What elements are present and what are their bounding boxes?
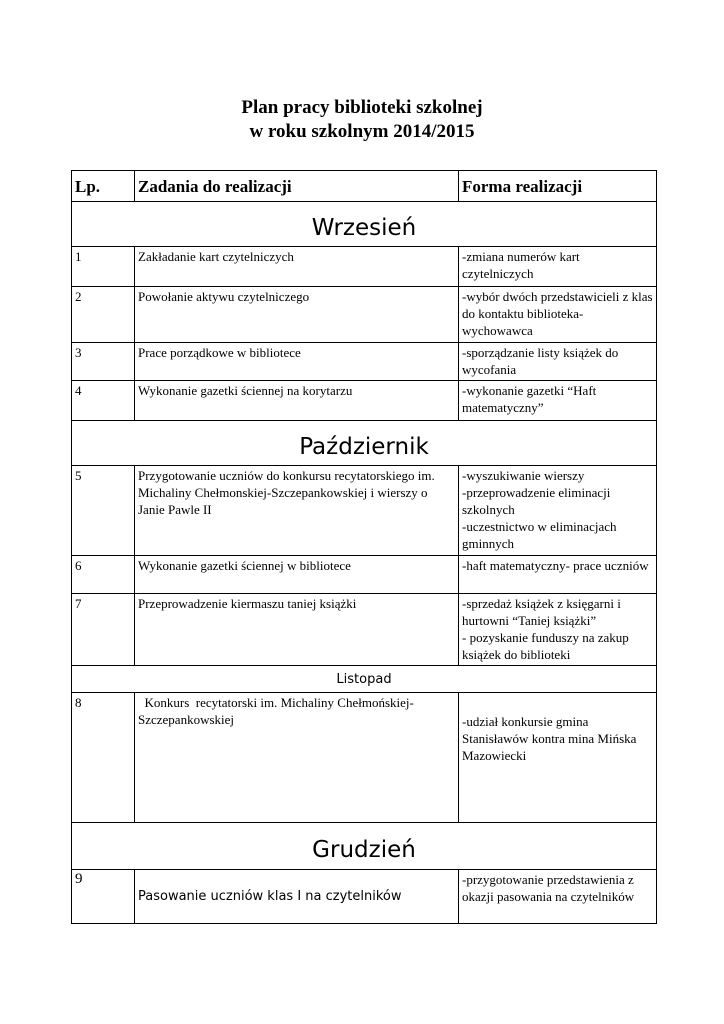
- month-heading-october: Październik: [72, 421, 657, 466]
- table-row: [72, 247, 657, 287]
- row-lp: 5: [72, 466, 135, 556]
- row-lp: 6: [72, 556, 135, 594]
- header-lp: Lp.: [72, 171, 135, 202]
- row-form: -zmiana numerów kart czytelniczych: [459, 247, 657, 287]
- form-line: -sprzedaż książek z księgarni i hurtowni “Taniej książki”: [462, 596, 621, 628]
- month-heading-september: Wrzesień: [72, 202, 657, 247]
- form-line: - pozyskanie funduszy na zakup książek do biblioteki: [462, 630, 629, 662]
- table-row: [72, 870, 657, 924]
- header-form: Forma realizacji: [459, 171, 657, 202]
- form-line: -uczestnictwo w eliminacjach gminnych: [462, 519, 617, 551]
- row-lp: 4: [72, 381, 135, 421]
- document-title-line1: Plan pracy biblioteki szkolnej: [241, 97, 483, 118]
- row-lp: 8: [72, 693, 135, 823]
- row-task: Przygotowanie uczniów do konkursu recytatorskiego im. Michaliny Chełmonskiej-Szczepankowskiej i wierszy o Janie Pawle II: [135, 466, 459, 556]
- row-form: -udział konkursie gmina Stanisławów kontra mina Mińska Mazowiecki: [459, 693, 657, 823]
- row-task: Zakładanie kart czytelniczych: [135, 247, 459, 287]
- row-lp: 1: [72, 247, 135, 287]
- work-plan-table: [71, 170, 657, 924]
- row-form: -przygotowanie przedstawienia z okazji pasowania na czytelników: [459, 870, 657, 924]
- table-row: [72, 343, 657, 381]
- row-lp: 2: [72, 287, 135, 343]
- table-row: [72, 556, 657, 594]
- row-form: [459, 466, 657, 556]
- table-row: [72, 693, 657, 823]
- table-row: [72, 381, 657, 421]
- month-heading-november: Listopad: [72, 666, 657, 693]
- header-tasks: Zadania do realizacji: [135, 171, 459, 202]
- row-task: Konkurs recytatorski im. Michaliny Chełmońskiej-Szczepankowskiej: [135, 693, 459, 823]
- row-form: -haft matematyczny- prace uczniów: [459, 556, 657, 594]
- row-lp: 9: [72, 870, 135, 924]
- table-row: [72, 466, 657, 556]
- table-row: [72, 287, 657, 343]
- row-task: Przeprowadzenie kiermaszu taniej książki: [135, 594, 459, 666]
- table-header-row: [72, 171, 657, 202]
- document-title-line2: w roku szkolnym 2014/2015: [249, 121, 475, 142]
- row-lp: 3: [72, 343, 135, 381]
- row-form: -wykonanie gazetki “Haft matematyczny”: [459, 381, 657, 421]
- row-task: Prace porządkowe w bibliotece: [135, 343, 459, 381]
- form-line: -wyszukiwanie wierszy: [462, 468, 585, 483]
- row-task: Wykonanie gazetki ściennej na korytarzu: [135, 381, 459, 421]
- month-row-september: [72, 202, 657, 247]
- month-row-december: [72, 823, 657, 870]
- row-form: -sporządzanie listy książek do wycofania: [459, 343, 657, 381]
- form-line: -przeprowadzenie eliminacji szkolnych: [462, 485, 611, 517]
- table-row: [72, 594, 657, 666]
- month-heading-december: Grudzień: [72, 823, 657, 870]
- row-form: [459, 594, 657, 666]
- month-row-october: [72, 421, 657, 466]
- row-task: Pasowanie uczniów klas I na czytelników: [135, 870, 459, 924]
- row-lp: 7: [72, 594, 135, 666]
- row-task: Powołanie aktywu czytelniczego: [135, 287, 459, 343]
- month-row-november: [72, 666, 657, 693]
- row-task: Wykonanie gazetki ściennej w bibliotece: [135, 556, 459, 594]
- row-form: -wybór dwóch przedstawicieli z klas do kontaktu biblioteka-wychowawca: [459, 287, 657, 343]
